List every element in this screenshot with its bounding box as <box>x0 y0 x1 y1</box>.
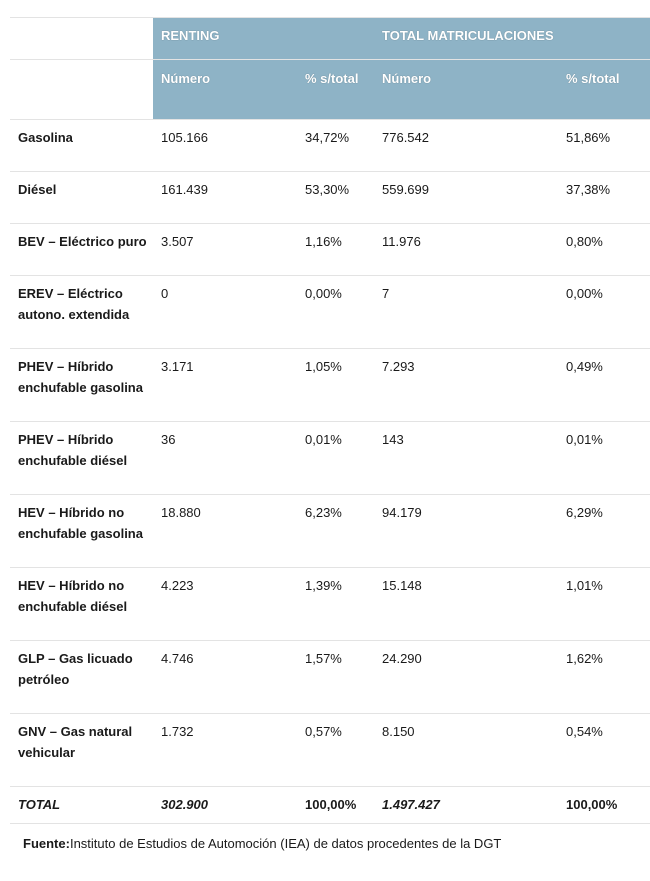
label-cell <box>10 276 153 349</box>
cell-text: 8.150 <box>382 724 415 739</box>
header-renting-number: Número <box>153 60 302 120</box>
label-cell <box>10 422 153 495</box>
cell-text: Gasolina <box>18 130 73 145</box>
total-total-pct-cell: 100,00% <box>558 787 650 824</box>
label-cell <box>10 120 153 172</box>
table-row <box>10 120 650 172</box>
cell-text: 143 <box>382 432 404 447</box>
source-text: Instituto de Estudios de Automoción (IEA) de datos procedentes de la DGT <box>69 836 502 851</box>
total-pct-cell <box>558 120 650 172</box>
renting-pct-cell <box>302 276 374 349</box>
registrations-table <box>10 17 650 824</box>
total-label-cell: TOTAL <box>10 787 153 824</box>
cell-text: 1,16% <box>305 234 342 249</box>
cell-text: 1,39% <box>305 578 342 593</box>
cell-text: PHEV – Híbrido enchufable gasolina <box>18 359 143 395</box>
cell-text: 94.179 <box>382 505 422 520</box>
header-renting-pct: % s/total <box>302 60 374 120</box>
table-row <box>10 495 650 568</box>
cell-text: 7 <box>382 286 390 301</box>
cell-text: 7.293 <box>382 359 415 374</box>
renting-number-cell <box>153 349 302 422</box>
table-row <box>10 172 650 224</box>
total-pct-cell <box>558 422 650 495</box>
label-cell <box>10 224 153 276</box>
table-row <box>10 349 650 422</box>
cell-text: 11.976 <box>382 234 421 249</box>
cell-text: Diésel <box>18 182 57 197</box>
total-renting-pct-cell: 100,00% <box>302 787 374 824</box>
renting-pct-cell <box>302 349 374 422</box>
cell-text: 161.439 <box>161 182 208 197</box>
total-number-cell <box>374 495 558 568</box>
cell-text: HEV – Híbrido no enchufable gasolina <box>18 505 143 541</box>
header-group-renting: RENTING <box>153 18 374 60</box>
table-row <box>10 224 650 276</box>
cell-text: 1,62% <box>566 651 603 666</box>
total-pct-cell <box>558 224 650 276</box>
total-pct-cell <box>558 568 650 641</box>
renting-pct-cell <box>302 568 374 641</box>
cell-text: 105.166 <box>161 130 208 145</box>
table-row <box>10 641 650 714</box>
total-number-cell <box>374 276 558 349</box>
renting-number-cell <box>153 714 302 787</box>
label-cell <box>10 349 153 422</box>
total-pct-cell <box>558 276 650 349</box>
cell-text: 51,86% <box>566 130 611 145</box>
cell-text: 53,30% <box>305 182 350 197</box>
label-cell <box>10 172 153 224</box>
cell-text: 15.148 <box>382 578 422 593</box>
header-group-row <box>10 18 650 60</box>
cell-text: 1,05% <box>305 359 342 374</box>
cell-text: EREV – Eléctrico autono. extendida <box>18 286 130 322</box>
renting-number-cell <box>153 422 302 495</box>
cell-text: GLP – Gas licuado petróleo <box>18 651 133 687</box>
total-number-cell <box>374 568 558 641</box>
label-cell <box>10 568 153 641</box>
total-number-cell <box>374 172 558 224</box>
label-cell <box>10 714 153 787</box>
total-number-cell <box>374 349 558 422</box>
total-total-number-cell: 1.497.427 <box>374 787 558 824</box>
cell-text: PHEV – Híbrido enchufable diésel <box>18 432 128 468</box>
renting-pct-cell <box>302 714 374 787</box>
cell-text: 0,49% <box>566 359 603 374</box>
header-corner-cell <box>10 60 153 120</box>
total-number-cell <box>374 224 558 276</box>
total-pct-cell <box>558 495 650 568</box>
cell-text: 1,57% <box>305 651 342 666</box>
table-row <box>10 276 650 349</box>
cell-text: 0,00% <box>305 286 342 301</box>
total-number-cell <box>374 120 558 172</box>
header-group-total: TOTAL MATRICULACIONES <box>374 18 650 60</box>
cell-text: 559.699 <box>382 182 429 197</box>
renting-pct-cell <box>302 641 374 714</box>
cell-text: 34,72% <box>305 130 350 145</box>
total-pct-cell <box>558 714 650 787</box>
renting-pct-cell <box>302 172 374 224</box>
cell-text: 24.290 <box>382 651 422 666</box>
cell-text: 776.542 <box>382 130 429 145</box>
table-row <box>10 714 650 787</box>
renting-pct-cell <box>302 422 374 495</box>
header-column-row <box>10 60 650 120</box>
renting-number-cell <box>153 495 302 568</box>
cell-text: BEV – Eléctrico puro <box>18 234 147 249</box>
renting-number-cell <box>153 641 302 714</box>
source-label: Fuente: <box>23 836 70 851</box>
cell-text: HEV – Híbrido no enchufable diésel <box>18 578 128 614</box>
header-corner-cell <box>10 18 153 60</box>
cell-text: 1.732 <box>161 724 194 739</box>
cell-text: 36 <box>161 432 176 447</box>
cell-text: 6,29% <box>566 505 603 520</box>
cell-text: 37,38% <box>566 182 611 197</box>
cell-text: 4.746 <box>161 651 194 666</box>
cell-text: 0,54% <box>566 724 603 739</box>
renting-number-cell <box>153 172 302 224</box>
table-row <box>10 568 650 641</box>
table-row <box>10 422 650 495</box>
total-pct-cell <box>558 641 650 714</box>
cell-text: 0 <box>161 286 169 301</box>
header-total-pct: % s/total <box>558 60 650 120</box>
renting-pct-cell <box>302 495 374 568</box>
renting-pct-cell <box>302 120 374 172</box>
renting-number-cell <box>153 568 302 641</box>
renting-pct-cell <box>302 224 374 276</box>
cell-text: 0,01% <box>566 432 603 447</box>
header-total-number: Número <box>374 60 558 120</box>
cell-text: 6,23% <box>305 505 342 520</box>
total-number-cell <box>374 641 558 714</box>
total-pct-cell <box>558 349 650 422</box>
total-pct-cell <box>558 172 650 224</box>
label-cell <box>10 641 153 714</box>
cell-text: 0,80% <box>566 234 603 249</box>
total-number-cell <box>374 422 558 495</box>
renting-number-cell <box>153 120 302 172</box>
total-row <box>10 787 650 824</box>
cell-text: 3.171 <box>161 359 194 374</box>
cell-text: 0,00% <box>566 286 603 301</box>
renting-number-cell <box>153 276 302 349</box>
table-body <box>10 120 650 824</box>
cell-text: 4.223 <box>161 578 194 593</box>
cell-text: 0,01% <box>305 432 342 447</box>
cell-text: 0,57% <box>305 724 342 739</box>
renting-number-cell <box>153 224 302 276</box>
total-renting-number-cell: 302.900 <box>153 787 302 824</box>
total-number-cell <box>374 714 558 787</box>
cell-text: 3.507 <box>161 234 194 249</box>
cell-text: GNV – Gas natural vehicular <box>18 724 133 760</box>
cell-text: 18.880 <box>161 505 201 520</box>
cell-text: 1,01% <box>566 578 603 593</box>
source-note <box>23 833 501 854</box>
label-cell <box>10 495 153 568</box>
